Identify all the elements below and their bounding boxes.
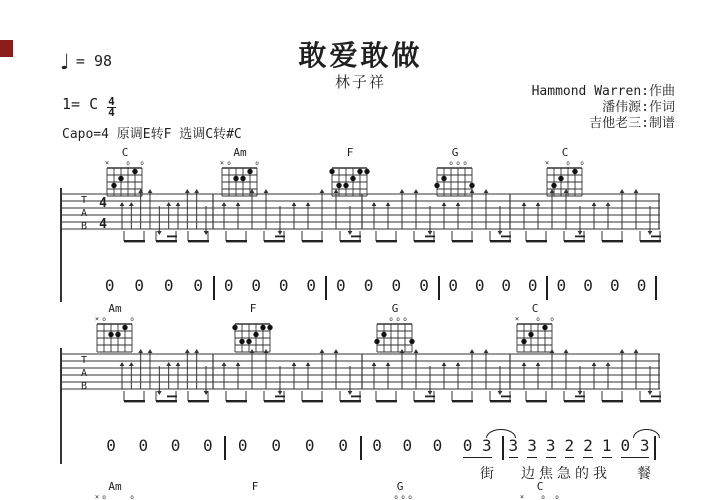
chord-label: Am xyxy=(233,146,247,159)
jianpu-note: 2 xyxy=(565,436,575,458)
jianpu-line-2 xyxy=(95,436,656,460)
svg-text:×: × xyxy=(544,159,550,167)
jianpu-note: 0 xyxy=(556,276,567,295)
chord-diagram-F xyxy=(232,481,278,500)
jianpu-note: 0 xyxy=(138,436,149,455)
capo-info: Capo=4 原调E转F 选调C转#C xyxy=(62,127,242,142)
chord-grid xyxy=(377,493,423,500)
chord-row-3-clipped xyxy=(0,481,721,500)
credits-block xyxy=(532,84,675,132)
chord-label: G xyxy=(396,480,404,493)
svg-text:o: o xyxy=(463,160,467,167)
jianpu-note: 0 xyxy=(163,276,174,295)
jianpu-note: 0 xyxy=(402,436,413,455)
lyric-text: 街 xyxy=(480,466,498,482)
credit-line: Hammond Warren:作曲 xyxy=(531,84,675,99)
svg-text:o: o xyxy=(255,160,259,167)
svg-text:4: 4 xyxy=(99,196,107,211)
chord-diagram-Am xyxy=(92,481,138,500)
jianpu-note: 0 xyxy=(338,436,349,455)
jianpu-measure xyxy=(440,276,546,297)
jianpu-note: 0 xyxy=(391,276,402,295)
jianpu-note: 0 xyxy=(363,276,374,295)
jianpu-note: 0 xyxy=(193,276,204,295)
svg-text:o: o xyxy=(403,316,407,323)
svg-text:o: o xyxy=(130,494,134,500)
chord-label: G xyxy=(451,146,459,159)
chord-label: F xyxy=(346,146,354,159)
jianpu-measure xyxy=(215,276,325,297)
chord-label: Am xyxy=(108,480,122,493)
page-title: 敢爱敢做 xyxy=(298,39,423,72)
jianpu-measure xyxy=(362,436,502,458)
jianpu-note: 0 xyxy=(501,276,512,295)
jianpu-note: 0 xyxy=(170,436,181,455)
jianpu-measure xyxy=(95,436,224,457)
svg-text:o: o xyxy=(102,494,106,500)
artist-name: 林子祥 xyxy=(334,73,386,91)
jianpu-barline xyxy=(655,276,657,300)
jianpu-measure xyxy=(548,276,655,297)
tab-staff-2 xyxy=(60,348,662,406)
svg-text:×: × xyxy=(519,493,525,500)
svg-text:o: o xyxy=(130,316,134,323)
svg-text:o: o xyxy=(401,494,405,500)
chord-grid xyxy=(232,493,278,500)
jianpu-note: 0 xyxy=(336,276,346,295)
svg-text:o: o xyxy=(394,494,398,500)
svg-text:o: o xyxy=(550,316,554,323)
jianpu-note: 0 3 xyxy=(463,436,492,458)
svg-text:×: × xyxy=(219,159,225,167)
tie-arc xyxy=(633,429,660,438)
chord-label: Am xyxy=(108,302,122,315)
jianpu-note: 0 xyxy=(636,276,647,295)
svg-text:o: o xyxy=(396,316,400,323)
jianpu-note: 1 xyxy=(602,436,612,458)
svg-text:B: B xyxy=(80,221,88,232)
svg-text:o: o xyxy=(541,494,545,500)
chord-grid xyxy=(517,493,563,500)
svg-text:o: o xyxy=(536,316,540,323)
chord-diagram-C xyxy=(517,481,563,500)
key-signature xyxy=(62,95,116,118)
time-signature: $\frac{4}{4}$ xyxy=(108,95,115,119)
quarter-note-icon: ♩ xyxy=(60,50,70,74)
jianpu-note: 0 xyxy=(419,276,429,295)
chord-label: G xyxy=(391,302,399,315)
svg-text:o: o xyxy=(566,160,570,167)
svg-text:o: o xyxy=(227,160,231,167)
svg-text:B: B xyxy=(80,381,88,392)
jianpu-measure xyxy=(95,276,213,297)
svg-text:o: o xyxy=(126,160,130,167)
svg-text:×: × xyxy=(94,315,100,323)
svg-text:o: o xyxy=(555,494,559,500)
jianpu-note: 0 xyxy=(134,276,145,295)
chord-label: C xyxy=(531,302,539,315)
system-left-rail-2 xyxy=(60,348,62,464)
svg-text:×: × xyxy=(514,315,520,323)
tab-staff-1 xyxy=(60,188,662,246)
jianpu-note: 0 xyxy=(583,276,593,295)
svg-text:o: o xyxy=(140,160,144,167)
svg-text:o: o xyxy=(456,160,460,167)
svg-text:o: o xyxy=(102,316,106,323)
jianpu-note: 0 xyxy=(610,276,620,295)
jianpu-note: 0 xyxy=(223,276,234,295)
jianpu-note: 0 xyxy=(372,436,382,455)
jianpu-note: 0 xyxy=(432,436,443,455)
svg-text:A: A xyxy=(80,208,88,219)
lyric-text: 餐 xyxy=(637,466,655,482)
jianpu-note: 0 xyxy=(271,436,282,455)
credit-line: 吉他老三:制谱 xyxy=(589,116,675,131)
svg-text:×: × xyxy=(104,159,110,167)
jianpu-measure xyxy=(226,436,360,457)
jianpu-note: 0 xyxy=(278,276,289,295)
svg-text:o: o xyxy=(580,160,584,167)
chord-row-2 xyxy=(0,303,721,349)
jianpu-note: 3 xyxy=(546,436,556,458)
svg-text:T: T xyxy=(80,355,88,366)
jianpu-note: 3 xyxy=(527,436,537,458)
jianpu-note: 0 xyxy=(306,276,317,295)
tie-arc xyxy=(486,429,516,438)
jianpu-note: 0 xyxy=(448,276,459,295)
svg-text:×: × xyxy=(94,493,100,500)
chord-label: C xyxy=(536,480,544,493)
key-text: 1= C xyxy=(62,95,99,113)
svg-text:T: T xyxy=(80,195,88,206)
chord-label: F xyxy=(251,480,259,493)
chord-grid xyxy=(92,493,138,500)
system-left-rail-1 xyxy=(60,188,62,302)
jianpu-note: 0 xyxy=(203,436,213,455)
jianpu-note: 0 xyxy=(104,276,115,295)
chord-diagram-G xyxy=(377,481,423,500)
jianpu-note: 3 xyxy=(509,436,519,458)
jianpu-note: 0 xyxy=(304,436,315,455)
jianpu-note: 2 xyxy=(583,436,593,458)
jianpu-barline xyxy=(654,436,656,460)
chord-row-1 xyxy=(0,147,721,193)
svg-text:4: 4 xyxy=(99,217,107,232)
tempo-value: = 98 xyxy=(75,52,113,70)
jianpu-measure xyxy=(504,436,654,458)
jianpu-note: 0 xyxy=(106,436,116,455)
chord-label: C xyxy=(121,146,129,159)
jianpu-line-1 xyxy=(95,276,657,300)
credit-line: 潘伟源:作词 xyxy=(602,100,675,115)
jianpu-measure xyxy=(327,276,438,297)
svg-text:o: o xyxy=(389,316,393,323)
chord-label: C xyxy=(561,146,569,159)
svg-text:A: A xyxy=(80,368,88,379)
lyric-text: 边焦急的我 xyxy=(521,466,611,482)
jianpu-note: 0 3 xyxy=(621,436,650,458)
jianpu-note: 0 xyxy=(527,276,538,295)
svg-text:o: o xyxy=(449,160,453,167)
jianpu-note: 0 xyxy=(237,436,248,455)
jianpu-note: 0 xyxy=(251,276,262,295)
jianpu-note: 0 xyxy=(474,276,485,295)
svg-text:o: o xyxy=(408,494,412,500)
chord-label: F xyxy=(249,302,257,315)
